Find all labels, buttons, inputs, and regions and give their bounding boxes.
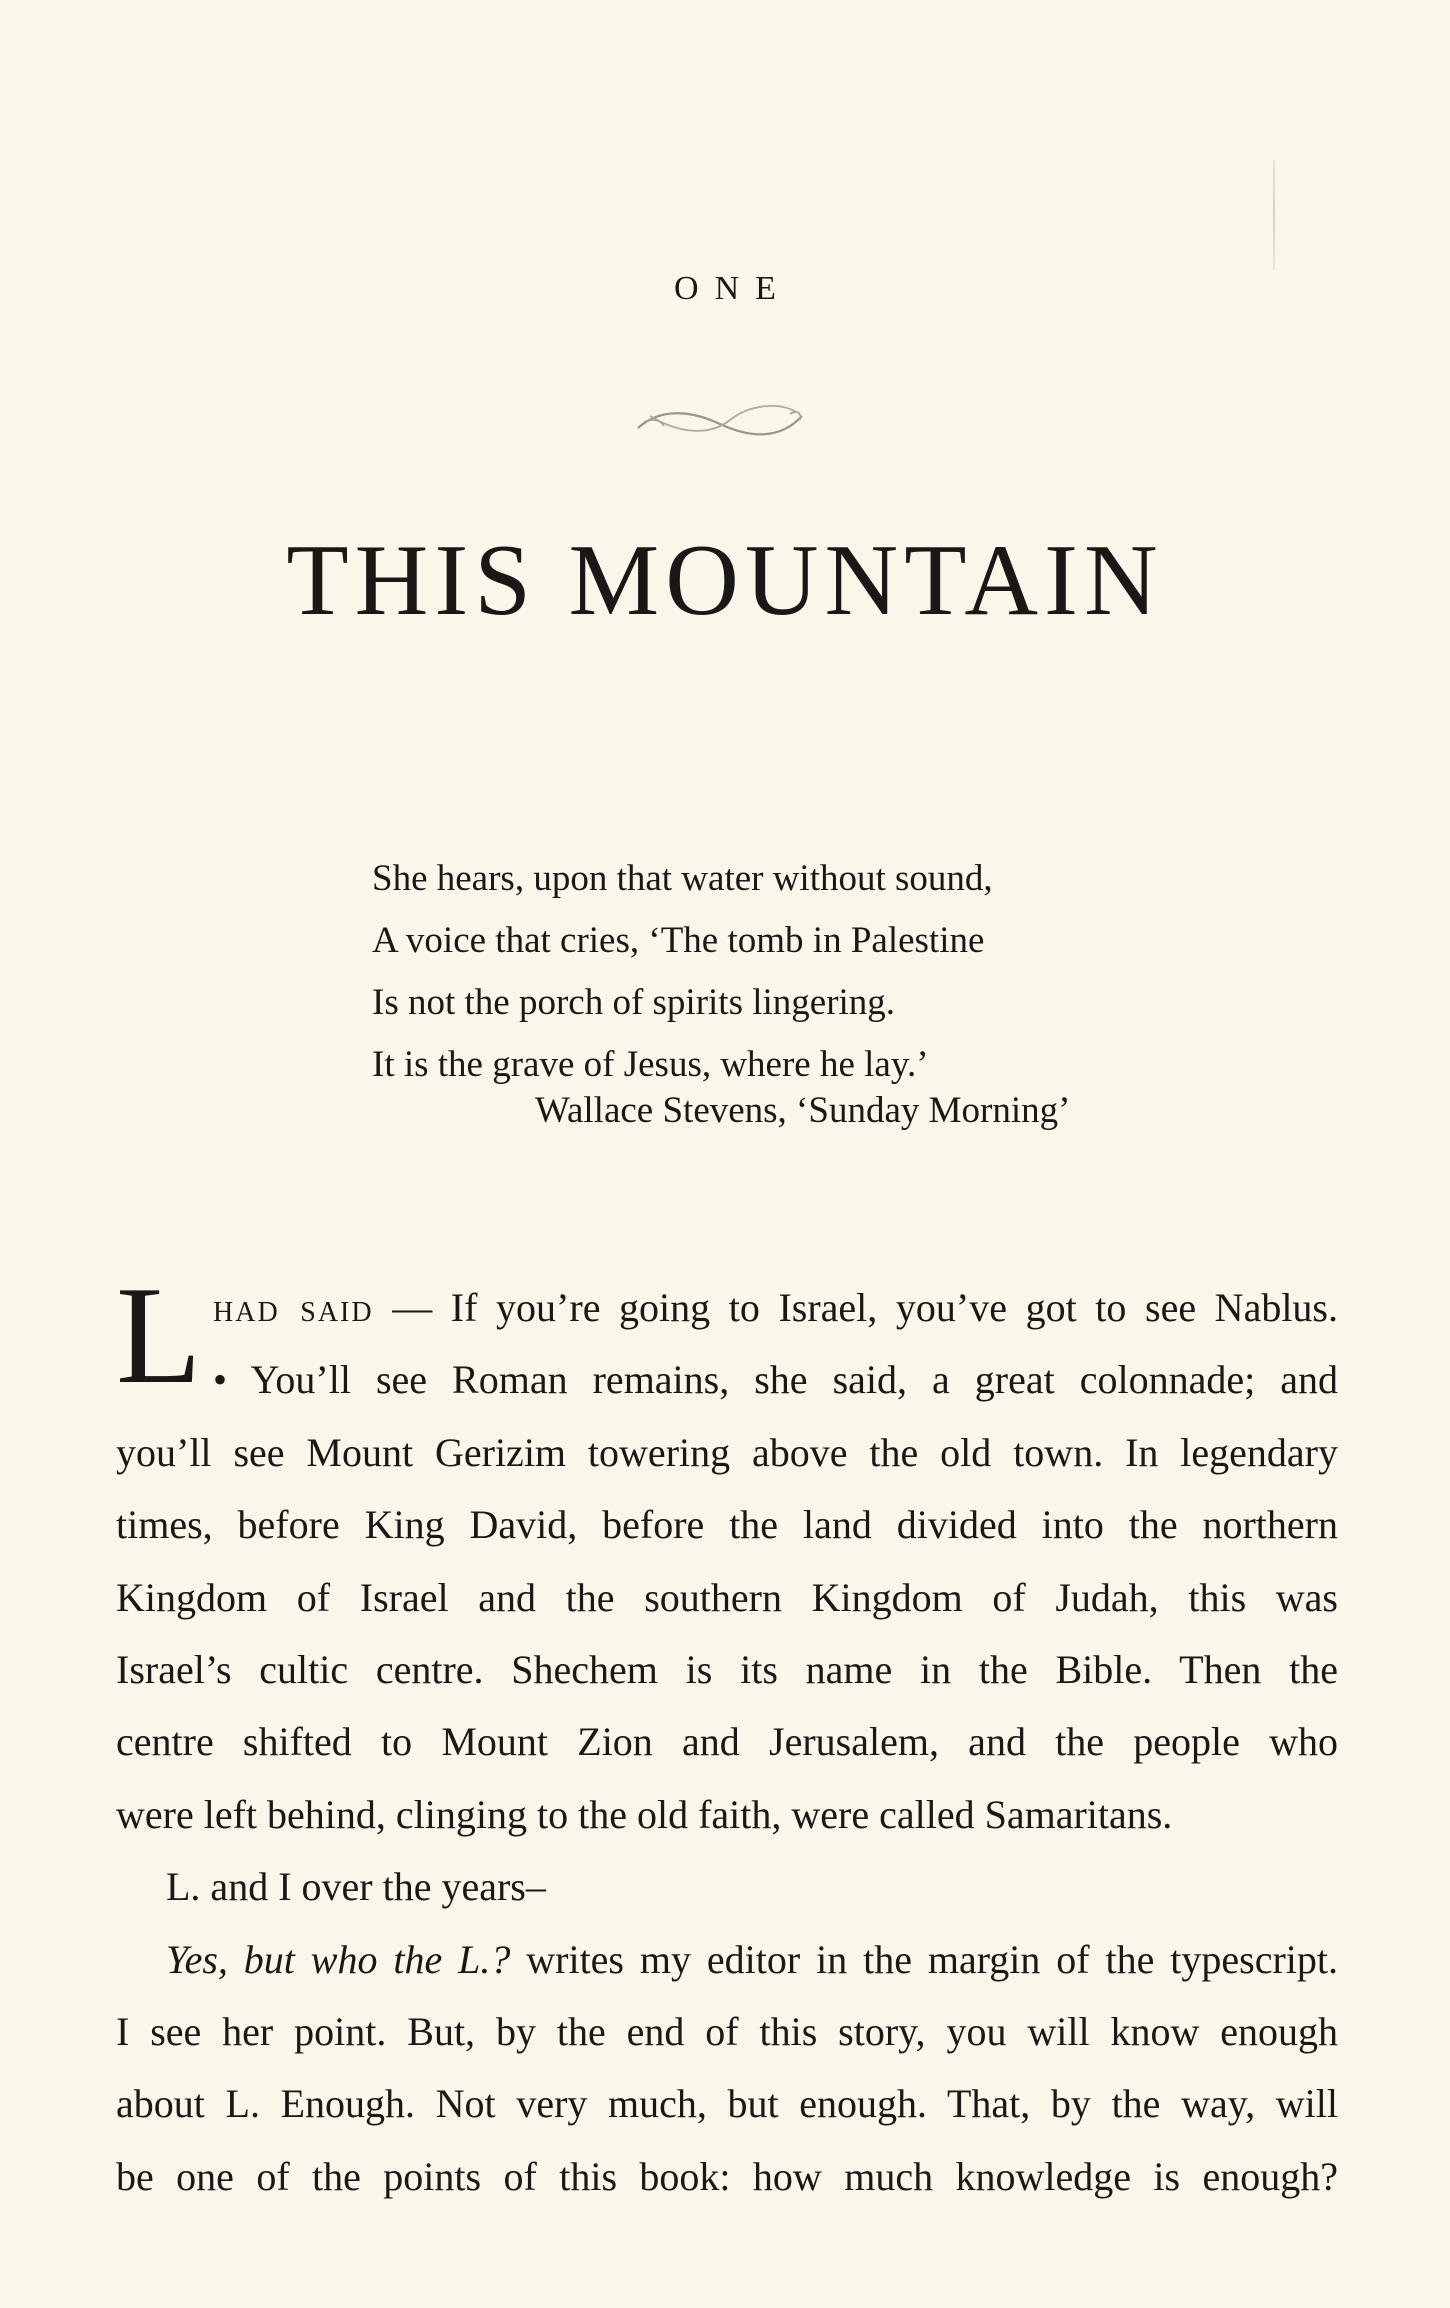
text-run: — If you’re going to Israel, you’ve got to see Nablus. [373, 1285, 1338, 1330]
drop-cap: L [116, 1258, 202, 1413]
text-line: I see her point. But, by the end of this story, you will know enough [116, 2008, 1338, 2054]
italic-run: Yes, but who the L.? [166, 1936, 511, 1982]
text-line: • You’ll see Roman remains, she said, a great colonnade; and [213, 1357, 1338, 1403]
text-line [116, 1924, 1338, 1996]
text-run: writes my editor in the margin of the typescript. [510, 1936, 1338, 1982]
text-line: be one of the points of this book: how much knowledge is enough? [116, 2153, 1338, 2199]
text-line [116, 1272, 1338, 1344]
body-text [116, 1272, 1338, 2213]
text-line: you’ll see Mount Gerizim towering above the old town. In legendary [116, 1429, 1338, 1475]
margin-mark [1273, 160, 1275, 270]
epigraph-line: She hears, upon that water without sound, [372, 858, 993, 899]
text-line: about L. Enough. Not very much, but enough. That, by the way, will [116, 2081, 1338, 2127]
epigraph-line: A voice that cries, ‘The tomb in Palestine [372, 920, 985, 961]
small-caps-lead: had said [213, 1285, 374, 1330]
paragraph-3 [116, 1924, 1338, 2214]
text-line: times, before King David, before the land divided into the northern [116, 1502, 1338, 1548]
text-line: Kingdom of Israel and the southern Kingdom of Judah, this was [116, 1574, 1338, 1620]
text-line: were left behind, clinging to the old faith, were called Samaritans. [116, 1791, 1173, 1837]
paragraph-2: L. and I over the years– [166, 1864, 546, 1910]
text-line: centre shifted to Mount Zion and Jerusalem, and the people who [116, 1719, 1338, 1765]
flourish-ornament-icon [630, 390, 810, 450]
chapter-title: THIS MOUNTAIN [286, 524, 1164, 637]
epigraph-line: Is not the porch of spirits lingering. [372, 982, 896, 1023]
paragraph-1 [116, 1272, 1338, 1851]
chapter-number: ONE [674, 270, 792, 307]
epigraph [372, 848, 1192, 1096]
epigraph-line: It is the grave of Jesus, where he lay.’ [372, 1044, 929, 1085]
epigraph-attribution: Wallace Stevens, ‘Sunday Morning’ [535, 1090, 1071, 1131]
text-line: Israel’s cultic centre. Shechem is its name in the Bible. Then the [116, 1646, 1338, 1692]
